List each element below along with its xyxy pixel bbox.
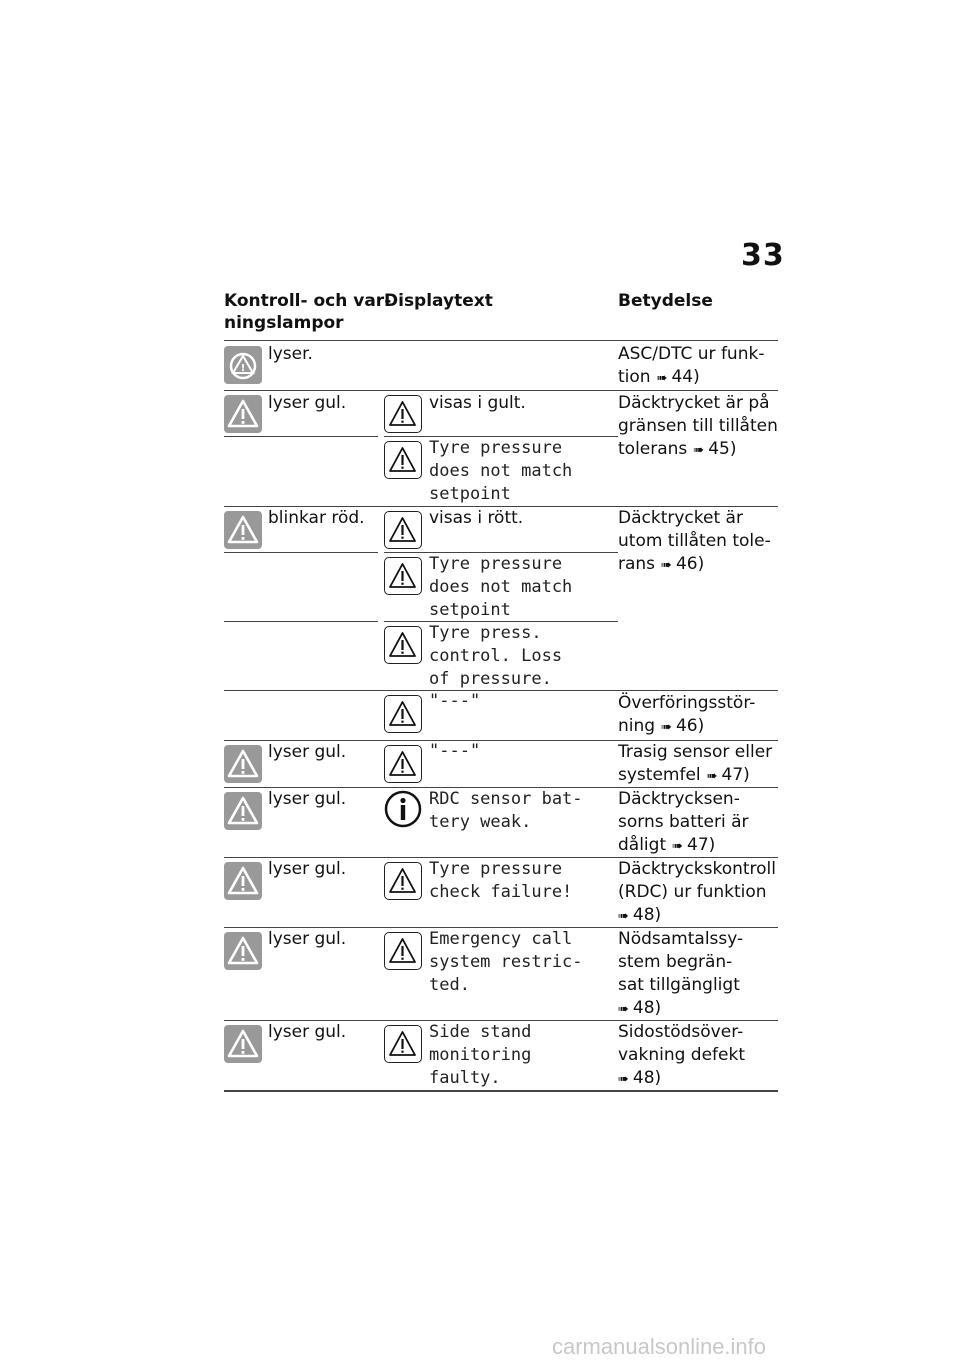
asc-warning-icon [224,346,262,384]
row7-meaning-1: Däcktryckskontroll [618,859,777,879]
row8-meaning-1: Nödsamtalssy- [618,929,744,949]
row3-display-3-line3: of pressure. [429,669,552,689]
row6-meaning-2: sorns batteri är [618,812,749,832]
row1-meaning-2: tion ➠ 44) [618,366,700,390]
row3-display-2-line1: Tyre pressure [429,554,563,574]
header-lamps-line1: Kontroll- och var- [224,291,392,311]
warning-triangle-icon [224,395,262,433]
row2-meaning-1: Däcktrycket är på [618,393,770,413]
row2-lamp-text: lyser gul. [268,393,347,413]
ref-arrow-icon: ➠ [618,909,629,924]
row6-display-line2: tery weak. [429,812,532,832]
row8-display-line1: Emergency call [429,929,573,949]
row9-display-line3: faulty. [429,1068,501,1088]
warning-triangle-outline-icon [384,557,422,595]
row9-display-line2: monitoring [429,1045,532,1065]
warning-triangle-icon [224,511,262,549]
warning-triangle-icon [224,862,262,900]
row2-meaning-3: tolerans ➠ 45) [618,438,736,462]
warning-triangle-icon [224,932,262,970]
row4-ref[interactable]: 46) [675,716,705,736]
row3-meaning-2: utom tillåten tole- [618,531,771,551]
row7-display-line1: Tyre pressure [429,859,563,879]
row8-meaning-4 [618,997,661,1021]
row5-lamp-text: lyser gul. [268,742,347,762]
row6-meaning-1: Däcktrycksen- [618,789,740,809]
row3-display-3-line2: control. Loss [429,646,563,666]
row8-lamp-text: lyser gul. [268,929,347,949]
warning-triangle-outline-icon [384,441,422,479]
row5-ref[interactable]: 47) [721,765,750,785]
table-bottom-border [224,1090,778,1092]
row-divider [224,390,778,391]
row7-display-line2: check failure! [429,882,573,902]
row5-meaning-2: systemfel ➠ 47) [618,764,750,788]
page-number: 33 [741,238,785,273]
info-icon [384,790,422,828]
row8-meaning-3: sat tillgängligt [618,975,740,995]
row3-display-2-line2: does not match [429,577,573,597]
row4-meaning-2: ning ➠ 46) [618,715,704,739]
row9-meaning-1: Sidostödsöver- [618,1022,744,1042]
ref-arrow-icon: ➠ [656,371,668,386]
row2-display-2-line2: does not match [429,461,573,481]
header-meaning: Betydelse [618,291,713,311]
ref-arrow-icon: ➠ [706,769,718,784]
row1-lamp-text: lyser. [268,344,313,364]
row3-display-2-line3: setpoint [429,600,511,620]
row8-display-line3: ted. [429,975,470,995]
row-divider [224,552,378,553]
row2-display-2-line3: setpoint [429,484,511,504]
row7-meaning-3 [618,904,661,928]
ref-arrow-icon: ➠ [661,720,672,735]
row1-ref[interactable]: 44) [671,367,700,387]
row3-meaning-1: Däcktrycket är [618,508,743,528]
warning-triangle-outline-icon [384,511,422,549]
row6-meaning-3: dåligt ➠ 47) [618,834,715,858]
header-lamps [224,290,391,334]
row8-display-line2: system restric- [429,952,583,972]
svg-text:!: ! [240,363,246,374]
row3-lamp-text: blinkar röd. [268,508,365,528]
row3-display-3-line1: Tyre press. [429,623,542,643]
ref-arrow-icon: ➠ [618,1072,629,1087]
warning-triangle-outline-icon [384,862,422,900]
row-divider [224,436,378,437]
ref-arrow-icon: ➠ [693,443,705,458]
row5-display: "---" [429,741,481,761]
row2-meaning-2: gränsen till tillåten [618,416,778,436]
row2-display-1: visas i gult. [429,393,526,413]
row-divider [224,690,778,691]
row8-meaning-2: stem begrän- [618,952,733,972]
warning-triangle-outline-icon [384,745,422,783]
row2-ref[interactable]: 45) [708,439,737,459]
row9-ref[interactable]: 48) [632,1068,662,1088]
row5-meaning-1: Trasig sensor eller [618,742,773,762]
row1-meaning-1: ASC/DTC ur funk- [618,344,765,364]
row3-ref[interactable]: 46) [675,554,705,574]
row7-ref[interactable]: 48) [632,905,662,925]
row4-display: "---" [429,691,481,711]
row-divider [224,621,378,622]
warning-triangle-icon [224,745,262,783]
row9-meaning-3 [618,1067,661,1091]
row7-meaning-2: (RDC) ur funktion [618,882,767,902]
warning-triangle-icon [224,792,262,830]
warning-triangle-outline-icon [384,395,422,433]
warning-triangle-outline-icon [384,1025,422,1063]
row9-lamp-text: lyser gul. [268,1022,347,1042]
row9-meaning-2: vakning defekt [618,1045,745,1065]
row6-display-line1: RDC sensor bat- [429,789,583,809]
warning-triangle-icon [224,1025,262,1063]
ref-arrow-icon: ➠ [661,558,672,573]
header-lamps-line2: ningslampor [224,313,344,333]
row2-display-2-line1: Tyre pressure [429,438,563,458]
warning-triangle-outline-icon [384,626,422,664]
warning-triangle-outline-icon [384,695,422,733]
row8-ref[interactable]: 48) [632,998,662,1018]
row9-display-line1: Side stand [429,1022,532,1042]
row3-display-1: visas i rött. [429,508,524,528]
row3-meaning-3: rans ➠ 46) [618,553,704,577]
row7-lamp-text: lyser gul. [268,859,347,879]
header-display: Displaytext [384,291,493,311]
ref-arrow-icon: ➠ [618,1002,629,1017]
row6-lamp-text: lyser gul. [268,789,347,809]
row4-meaning-1: Överföringsstör- [618,693,756,713]
ref-arrow-icon: ➠ [672,839,684,854]
row6-ref[interactable]: 47) [687,835,716,855]
header-divider [224,340,778,341]
watermark: carmanualsonline.info [552,1334,767,1359]
warning-triangle-outline-icon [384,932,422,970]
